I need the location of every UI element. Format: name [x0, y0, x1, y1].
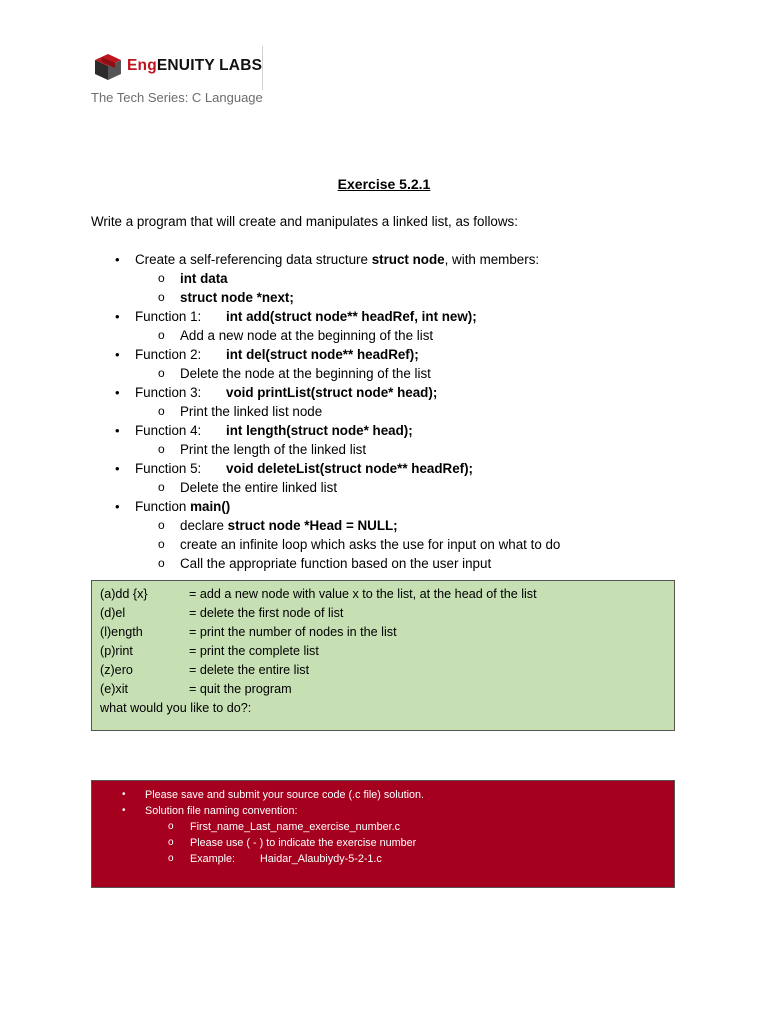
sub-bullet-icon: o — [158, 271, 165, 285]
menu-key: (z)ero — [100, 663, 133, 677]
menu-example-box — [91, 580, 675, 731]
function-label: Function 5: — [135, 461, 202, 476]
struct-member-1: int data — [180, 271, 228, 286]
brand-name — [127, 57, 262, 75]
sub-bullet-icon: o — [158, 556, 165, 570]
series-subtitle: The Tech Series: C Language — [91, 90, 263, 105]
bullet-icon: • — [115, 461, 120, 476]
function-description: Delete the node at the beginning of the list — [180, 366, 431, 381]
bullet-icon: • — [115, 423, 120, 438]
function-description: Print the linked list node — [180, 404, 323, 419]
function-description: Print the length of the linked list — [180, 442, 367, 457]
intro-text: Write a program that will create and manipulates a linked list, as follows: — [91, 214, 518, 229]
notice-item: Please save and submit your source code (.c file) solution. — [145, 789, 425, 801]
struct-member-2: struct node *next; — [180, 290, 294, 305]
menu-key: (a)dd {x} — [100, 587, 148, 601]
menu-value: = print the number of nodes in the list — [189, 625, 397, 639]
bullet-icon: • — [115, 252, 120, 267]
function-description: Delete the entire linked list — [180, 480, 338, 495]
bullet-icon: • — [115, 499, 120, 514]
menu-value: = delete the first node of list — [189, 606, 344, 620]
header-divider — [262, 46, 263, 90]
menu-key: (d)el — [100, 606, 126, 620]
menu-key: (p)rint — [100, 644, 133, 658]
menu-value: = delete the entire list — [189, 663, 310, 677]
bullet-icon: • — [115, 385, 120, 400]
notice-item: Solution file naming convention: — [145, 805, 298, 817]
notice-example-label: Example: — [190, 853, 236, 865]
function-signature: int del(struct node** headRef); — [226, 347, 419, 362]
bullet-icon: • — [122, 789, 126, 800]
sub-bullet-icon: o — [158, 442, 165, 456]
main-loop: create an infinite loop which asks the use for input on what to do — [180, 537, 561, 552]
bullet-icon: • — [115, 347, 120, 362]
notice-example-value: Haidar_Alaubiydy-5-2-1.c — [260, 853, 382, 865]
menu-key: (e)xit — [100, 682, 128, 696]
brand-rest: ENUITY LABS — [156, 57, 263, 74]
sub-bullet-icon: o — [168, 821, 174, 832]
sub-bullet-icon: o — [158, 404, 165, 418]
main-declare: declare struct node *Head = NULL; — [180, 518, 398, 533]
brand-eng: Eng — [127, 57, 157, 74]
function-label: Function 1: — [135, 309, 202, 324]
main-function-line: Function main() — [135, 499, 231, 514]
menu-value: = add a new node with value x to the list, at the head of the list — [189, 587, 537, 601]
function-signature: int add(struct node** headRef, int new); — [226, 309, 477, 324]
notice-subitem: First_name_Last_name_exercise_number.c — [190, 821, 401, 833]
main-call: Call the appropriate function based on the user input — [180, 556, 492, 571]
bullet-icon: • — [122, 805, 126, 816]
function-label: Function 3: — [135, 385, 202, 400]
function-label: Function 2: — [135, 347, 202, 362]
function-label: Function 4: — [135, 423, 202, 438]
sub-bullet-icon: o — [158, 518, 165, 532]
sub-bullet-icon: o — [158, 290, 165, 304]
sub-bullet-icon: o — [168, 837, 174, 848]
sub-bullet-icon: o — [168, 853, 174, 864]
function-signature: void deleteList(struct node** headRef); — [226, 461, 474, 476]
sub-bullet-icon: o — [158, 480, 165, 494]
engenuity-logo-icon — [93, 52, 123, 82]
menu-value: = quit the program — [189, 682, 292, 696]
sub-bullet-icon: o — [158, 366, 165, 380]
bullet-icon: • — [115, 309, 120, 324]
struct-line: Create a self-referencing data structure struct node, with members: — [135, 252, 540, 267]
menu-value: = print the complete list — [189, 644, 319, 658]
sub-bullet-icon: o — [158, 537, 165, 551]
function-signature: int length(struct node* head); — [226, 423, 413, 438]
menu-prompt: what would you like to do?: — [100, 701, 252, 715]
submission-notice-box — [91, 780, 675, 888]
sub-bullet-icon: o — [158, 328, 165, 342]
exercise-title: Exercise 5.2.1 — [337, 176, 431, 192]
function-description: Add a new node at the beginning of the list — [180, 328, 434, 343]
notice-subitem: Please use ( - ) to indicate the exercise number — [190, 837, 417, 849]
function-signature: void printList(struct node* head); — [226, 385, 438, 400]
menu-key: (l)ength — [100, 625, 143, 639]
